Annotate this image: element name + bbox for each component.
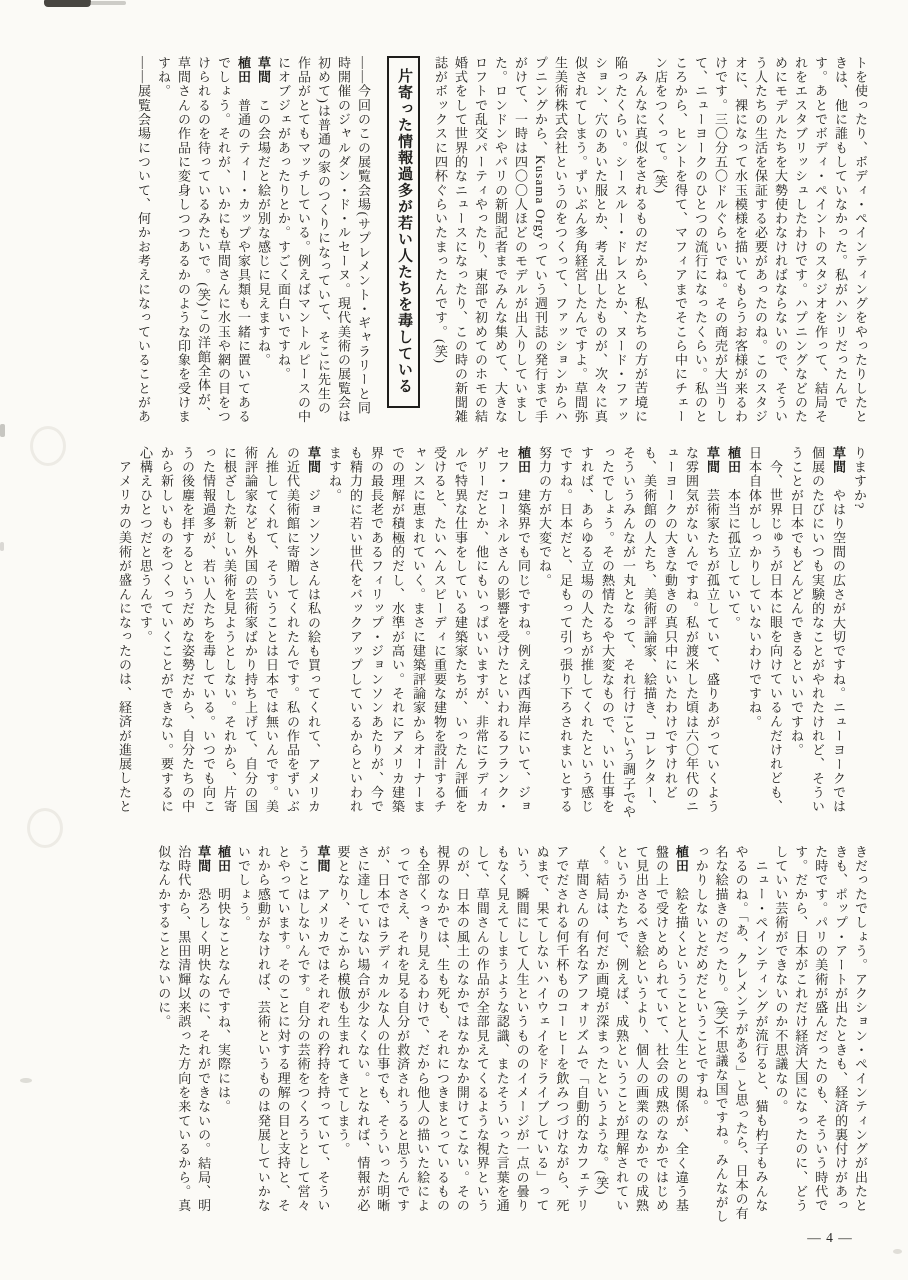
dialogue-paragraph: 草間 やはり空間の広さが大切ですね。ニューヨークでは個展のたびにいつも実験的なことがやれたけれど、そういうことが日本でもどんどんできるといいですね。 <box>789 446 846 814</box>
speaker-name: 植田 <box>216 845 231 874</box>
speaker-name: 植田 <box>516 446 531 475</box>
paragraph: トを使ったり、ボディ・ペインティングをやったりしたときは、他に誰もしていなかった。私がハシリだったんです。あとでボディ・ペイントのスタジオを作って、結局それをエスタブリッシュしたわけです。ハプニングなどのためにモデルたちを大勢使わなければならないので、そういう人たちの生活を保証する必要があったのね。このスタジオに、裸になって水玉模様を描いてもらうお客様が来るわけです。三〇分五〇ドルぐらいでね。その商売が大当りして、ニューヨークのひとつの流行になったくらい。私のところから、ヒントを得て、マフィアまでそこら中にチェーン店をつくって。(笑) <box>653 56 868 424</box>
paragraph: ニュー・ペインティングが流行ると、猫も杓子もみんなやるのね。「あ、クレメンテがある」と思ったら、日本の有名な絵描きのだったり。(笑)不思議な国ですね。みんながしっかりしないとだめだということですね。 <box>693 845 769 1224</box>
punch-hole <box>30 426 66 466</box>
scan-artifact <box>44 0 91 7</box>
paragraph: 今、世界じゅうが日本に眼を向けているんだけれども、日本自体がしっかりしていないわけですね。 <box>747 446 783 814</box>
dialogue-paragraph: 草間 この会場だと絵が別な感じに見えますね。 <box>256 56 271 368</box>
scan-artifact <box>20 1078 32 1083</box>
scan-artifact <box>0 542 4 551</box>
speaker-name: 草間 <box>831 446 846 475</box>
speaker-name: 植田 <box>726 446 741 475</box>
speaker-name: 草間 <box>256 56 271 85</box>
section-heading: 片寄った情報過多が若い人たちを毒している <box>387 56 420 408</box>
paragraph: アメリカの美術が盛んになったのは、経済が進展したと <box>117 460 132 814</box>
paragraph: きだったでしょう。アクション・ペインティングが出たときも、ポップ・アートが出たときも、経済的裏付けがあった時です。パリの美術が盛んだったのも、そういう時代です。だから、日本がこれだけ経済大国になったのに、どうしていい芸術ができないのか不思議なの。 <box>773 845 868 1213</box>
dialogue-paragraph: 草間 芸術家たちが孤立していて、盛りあがっていくような雰囲気がないんですね。私が渡米した頃は六〇年代のニューヨークの大きな動きの真只中にいたわけですけれども、美術館の人たち、美術評論家、絵描き、コレクター、そういうみんなが一丸となって、それ行け!という調子でやったでしょう。その熱情たるや大変なもので、いい仕事をすれば、あらゆる立場の人たちが推してくれたという感じですね。日本だと、足もって引っ張り下ろされまいとする努力の方が大変でね。 <box>537 446 720 820</box>
speaker-name: 草間 <box>315 845 331 874</box>
punch-hole <box>27 808 63 848</box>
paragraph: ――今回のこの展覧会場(サプレメント・ギャラリーと同時開催のジャルダン・ド・ルセーヌ。現代美術の展覧会は初めて)は普通の家のつくりになっていて、そこに先生の作品がとてもマッチしている。例えばマントルピースの中にオブジェがあったりとか。すごく面白いですね。 <box>276 56 371 424</box>
paragraph: ――展覧会場について、何かお考えになっていることがあ <box>136 56 151 424</box>
paragraph: 草間さんの有名なアフォリズムで「自動的なカフェテリアでだされる何千杯ものコーヒーを飲みつづけながら、死ぬまで、果てしないハイウェイをドライブしている」っていう、瞬間にして人生というもののイメージが一点の曇りもなく見えてしまうような認識、またそういった言葉を通して、草間さんの作品が全部見えてくるような視界というのが、日本の風土のなかではなかなか開けてこない。その視界のなかでは、生も死も、それにつきまとっているものも全部くっきり見えるわけで、だから他人の描いた絵によってでさえ、それを見る自分が救済されうると思うんですが、日本ではラディカルな人の仕事でも、そういった明晰さに達していない場合が少なくない。となれば、情報が必要となり、そこから模倣も生まれてきてしまう。 <box>335 845 590 1213</box>
dialogue-paragraph: 植田 明快なことなんですね、実際には。 <box>216 845 231 1114</box>
text-band-middle <box>112 446 870 820</box>
paragraph: りますか? <box>852 446 867 510</box>
page-number: — 4 — <box>807 1230 853 1245</box>
scan-artifact <box>0 424 5 437</box>
text-band-top <box>112 56 870 428</box>
dialogue-paragraph: 草間 恐ろしく明快なのに、それができないの。結局、明治時代から、黒田清輝以来誤った方向を来ているから。真似なんかすることないのに。 <box>156 845 212 1213</box>
speaker-name: 草間 <box>196 845 212 874</box>
dialogue-paragraph: 植田 建築界でも同じですね。例えば西海岸にいて、ジョセフ・コーネルさんの影響を受けたといわれるフランク・ゲリーだとか、他にもいっぱいいますが、非常にラディカルで特異な仕事をしている建築家たちが、いったん評価を受けると、たいへんスピーディに重要な建物を設計するチャンスに恵まれていく。まさに建築評論家からオーナーまでの理解が積極的だし、水準が高い。それにアメリカ建築界の最長老であるフィリップ・ジョンソンあたりが、今でも精力的に若い世代をバックアップしているからといわれますね。 <box>327 446 531 814</box>
dialogue-paragraph: 植田 普通のティー・カップや家具類も一緒に置いてあるでしょう。それが、いかにも草間さんに水玉や網の目をつけられるのを待っているみたいで。(笑)この洋館全体が、草間さんの作品に変身しつつあるかのような印象を受けますね。 <box>156 56 251 424</box>
dialogue-paragraph: 植田 絵を描くということと人生との関係が、全く違う基盤の上で受けとめられていて、社会の成熟のなかではじめて見出さるべき絵というより、個人の画業のなかでの成熟というかたちで、例えば、成熟ということが理解されていく。結局は、何だか画境が深まったというような。(笑) <box>594 845 689 1213</box>
speaker-name: 草間 <box>306 446 321 475</box>
speaker-name: 植田 <box>673 845 689 874</box>
text-band-bottom <box>112 845 870 1225</box>
scan-artifact <box>893 1249 902 1254</box>
scan-artifact <box>90 1 126 5</box>
paragraph: みんなに真似をされるものだから、私たちの方が苦境に陥ったくらい。シースルー・ドレスとか、ヌード・ファッション、穴のあいた服とか、考え出したものが、次々に真似されてしまう。ずいぶん多角経営したんですよ。草間弥生美術株式会社というのをつくって、ファッションからハプニングから、Kusama Orgyっていう週刊誌の発行まで手がけて、一時は四〇〇人ほどのモデルが出入りしていました。ロンドンやパリの新聞記者までみんな集めて、大きなロフトで乱交パーティやったり、東部で初めてのホモの結婚式をして世界的なニュースになったり、この時の新聞雑誌がボックスに四杯ぐらいたまったんです。(笑) <box>433 56 648 424</box>
dialogue-paragraph: 草間 ジョンソンさんは私の絵も買ってくれて、アメリカの近代美術館に寄贈してくれたんです。私の作品をずいぶん推してくれて、そういうことは日本では無いんです。美術評論家なども外国の芸術家ばかり持ち上げて、自分の国に根ざした新しい美術を見ようとしない。それから、片寄った情報過多が、若い人たちを毒している。いつでも向こうの後塵を拝するというだめな姿勢だから、自分たちの中から新しいものをつくっていくことができない。要するに心構えひとつだと思うんです。 <box>138 446 321 814</box>
speaker-name: 草間 <box>705 446 720 475</box>
dialogue-paragraph: 植田 本当に孤立していて。 <box>726 446 741 630</box>
dialogue-paragraph: 草間 アメリカではそれぞれの矜持を持っていて、そういうことはしないんです。自分の芸術をつくろうとして営々とやっています。そのことに対する理解の目と支持と、それから感動がなければ、芸術というものは発展していかないでしょう。 <box>235 845 331 1213</box>
speaker-name: 植田 <box>236 56 251 85</box>
